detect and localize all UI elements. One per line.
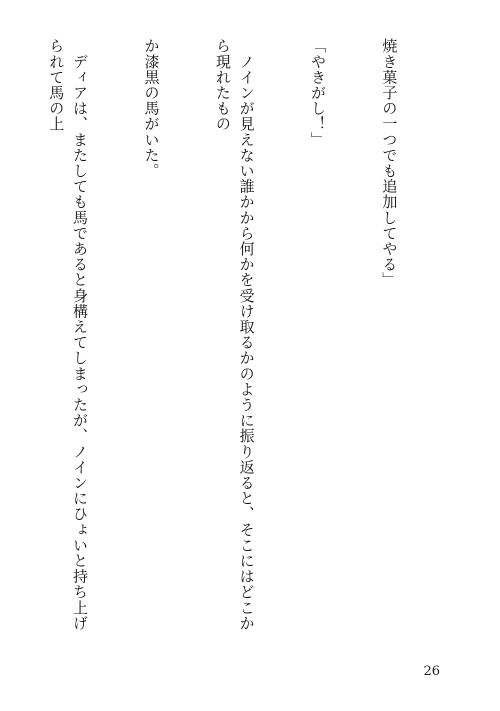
text-line: 「やきがし！」: [309, 38, 328, 148]
text-line: ノインが見えない誰かから何かを受け取るかのように振り返ると、そこにはどこから現れたもの: [213, 38, 256, 631]
vertical-text-body: [47, 38, 448, 638]
text-line: 焼き菓子の一つでも追加してやる」: [380, 38, 399, 288]
text-line: ディアは、またしても馬であると身構えてしまったが、ノインにひょいと持ち上げられて馬の上: [47, 38, 90, 631]
text-line: か漆黒の馬がいた。: [142, 38, 161, 179]
page-number: 26: [423, 664, 440, 679]
